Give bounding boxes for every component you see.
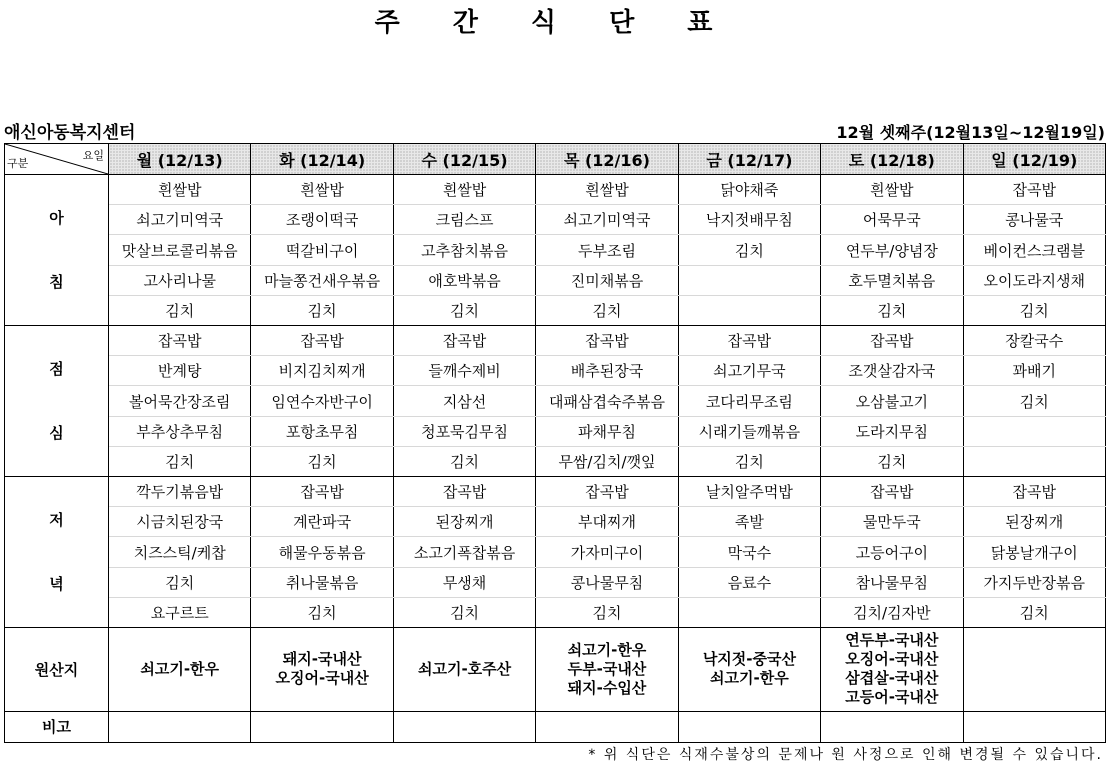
menu-item: 콩나물무침 bbox=[536, 567, 678, 597]
menu-item: 김치 bbox=[536, 295, 678, 325]
menu-item: 도라지무침 bbox=[821, 416, 963, 446]
menu-item: 요구르트 bbox=[109, 597, 251, 627]
menu-row bbox=[5, 356, 1106, 386]
day-header: 금 (12/17) bbox=[678, 144, 820, 175]
menu-item: 잡곡밥 bbox=[393, 477, 535, 507]
menu-row bbox=[5, 416, 1106, 446]
meal-label-top: 아 bbox=[49, 209, 64, 227]
menu-item: 족발 bbox=[678, 507, 820, 537]
menu-item: 잡곡밥 bbox=[821, 477, 963, 507]
menu-item: 고사리나물 bbox=[109, 265, 251, 295]
origin-cell bbox=[251, 628, 393, 712]
menu-item: 해물우동볶음 bbox=[251, 537, 393, 567]
menu-row bbox=[5, 175, 1106, 205]
menu-item: 날치알주먹밥 bbox=[678, 477, 820, 507]
meal-label-bottom: 심 bbox=[49, 424, 64, 443]
menu-item: 취나물볶음 bbox=[251, 567, 393, 597]
menu-item: 들깨수제비 bbox=[393, 356, 535, 386]
menu-item: 무생채 bbox=[393, 567, 535, 597]
menu-item: 잡곡밥 bbox=[393, 326, 535, 356]
menu-row bbox=[5, 326, 1106, 356]
note-cell bbox=[251, 711, 393, 742]
menu-item: 가지두반장볶음 bbox=[963, 567, 1105, 597]
menu-item: 깍두기볶음밥 bbox=[109, 477, 251, 507]
meal-label-bottom: 녁 bbox=[49, 575, 64, 594]
origin-line: 쇠고기-한우 bbox=[567, 640, 647, 659]
menu-item: 진미채볶음 bbox=[536, 265, 678, 295]
menu-item: 무쌈/김치/깻잎 bbox=[536, 446, 678, 476]
menu-item: 김치 bbox=[251, 597, 393, 627]
menu-item: 대패삼겹숙주볶음 bbox=[536, 386, 678, 416]
corner-label-category: 구분 bbox=[7, 157, 29, 170]
menu-item: 막국수 bbox=[678, 537, 820, 567]
origin-label: 원산지 bbox=[5, 628, 109, 712]
menu-item: 반계탕 bbox=[109, 356, 251, 386]
menu-item: 애호박볶음 bbox=[393, 265, 535, 295]
origin-cell bbox=[963, 628, 1105, 712]
origin-line: 돼지-국내산 bbox=[282, 650, 362, 669]
menu-row bbox=[5, 597, 1106, 627]
menu-item: 꽈배기 bbox=[963, 356, 1105, 386]
menu-item: 쇠고기미역국 bbox=[109, 205, 251, 235]
menu-row bbox=[5, 567, 1106, 597]
day-header: 일 (12/19) bbox=[963, 144, 1105, 175]
menu-row bbox=[5, 295, 1106, 325]
menu-item: 임연수자반구이 bbox=[251, 386, 393, 416]
menu-item: 김치 bbox=[821, 446, 963, 476]
organization-name: 애신아동복지센터 bbox=[4, 123, 136, 143]
menu-item: 치즈스틱/케찹 bbox=[109, 537, 251, 567]
meal-label bbox=[5, 175, 109, 326]
menu-item: 김치 bbox=[963, 597, 1105, 627]
note-cell bbox=[109, 711, 251, 742]
menu-item: 쇠고기미역국 bbox=[536, 205, 678, 235]
menu-row bbox=[5, 537, 1106, 567]
corner-cell bbox=[5, 144, 109, 175]
menu-item: 흰쌀밥 bbox=[251, 175, 393, 205]
menu-item: 연두부/양념장 bbox=[821, 235, 963, 265]
menu-item: 흰쌀밥 bbox=[109, 175, 251, 205]
menu-row bbox=[5, 265, 1106, 295]
page-title: 주 간 식 단 표 bbox=[374, 8, 735, 38]
week-range: 12월 셋째주(12월13일~12월19일) bbox=[836, 123, 1105, 142]
origin-cell bbox=[536, 628, 678, 712]
menu-item: 배추된장국 bbox=[536, 356, 678, 386]
origin-cell bbox=[109, 628, 251, 712]
weekly-menu-table bbox=[4, 143, 1106, 743]
menu-item: 가자미구이 bbox=[536, 537, 678, 567]
menu-item: 마늘쫑건새우볶음 bbox=[251, 265, 393, 295]
menu-item: 쇠고기무국 bbox=[678, 356, 820, 386]
menu-item: 잡곡밥 bbox=[109, 326, 251, 356]
origin-line: 삼겹살-국내산 bbox=[845, 669, 939, 688]
origin-line: 고등어-국내산 bbox=[845, 688, 939, 707]
note-cell bbox=[821, 711, 963, 742]
menu-item: 흰쌀밥 bbox=[536, 175, 678, 205]
note-row bbox=[5, 711, 1106, 742]
menu-item bbox=[678, 295, 820, 325]
menu-item: 잡곡밥 bbox=[821, 326, 963, 356]
menu-item: 비지김치찌개 bbox=[251, 356, 393, 386]
menu-item: 부대찌개 bbox=[536, 507, 678, 537]
menu-item: 잡곡밥 bbox=[251, 477, 393, 507]
menu-item: 두부조림 bbox=[536, 235, 678, 265]
menu-item: 조랭이떡국 bbox=[251, 205, 393, 235]
menu-item: 김치 bbox=[251, 446, 393, 476]
footnote: * 위 식단은 식재수불상의 문제나 원 사정으로 인해 변경될 수 있습니다. bbox=[588, 747, 1103, 763]
menu-row bbox=[5, 205, 1106, 235]
menu-item: 김치 bbox=[963, 295, 1105, 325]
origin-line: 오징어-국내산 bbox=[275, 669, 369, 688]
menu-item: 소고기폭찹볶음 bbox=[393, 537, 535, 567]
menu-item: 김치 bbox=[963, 386, 1105, 416]
origin-cell bbox=[393, 628, 535, 712]
menu-item: 닭봉날개구이 bbox=[963, 537, 1105, 567]
menu-item: 조갯살감자국 bbox=[821, 356, 963, 386]
menu-item: 닭야채죽 bbox=[678, 175, 820, 205]
menu-item: 코다리무조림 bbox=[678, 386, 820, 416]
meal-label-top: 점 bbox=[49, 360, 64, 379]
day-header: 수 (12/15) bbox=[393, 144, 535, 175]
day-header-row bbox=[5, 144, 1106, 175]
menu-item: 청포묵김무침 bbox=[393, 416, 535, 446]
menu-item: 떡갈비구이 bbox=[251, 235, 393, 265]
menu-item: 베이컨스크램블 bbox=[963, 235, 1105, 265]
menu-item bbox=[963, 416, 1105, 446]
day-header: 토 (12/18) bbox=[821, 144, 963, 175]
menu-item: 잡곡밥 bbox=[536, 477, 678, 507]
menu-item: 오이도라지생채 bbox=[963, 265, 1105, 295]
origin-line: 오징어-국내산 bbox=[845, 650, 939, 669]
note-cell bbox=[963, 711, 1105, 742]
origin-line: 두부-국내산 bbox=[567, 659, 647, 678]
origin-line: 낙지젓-중국산 bbox=[702, 650, 796, 669]
menu-item: 고추참치볶음 bbox=[393, 235, 535, 265]
origin-line: 돼지-수입산 bbox=[567, 678, 647, 697]
note-cell bbox=[536, 711, 678, 742]
menu-item: 크림스프 bbox=[393, 205, 535, 235]
menu-item: 김치 bbox=[536, 597, 678, 627]
menu-item bbox=[678, 265, 820, 295]
day-header: 월 (12/13) bbox=[109, 144, 251, 175]
menu-item: 음료수 bbox=[678, 567, 820, 597]
meal-label bbox=[5, 326, 109, 477]
menu-item: 김치 bbox=[393, 446, 535, 476]
note-label: 비고 bbox=[5, 711, 109, 742]
menu-item bbox=[678, 597, 820, 627]
menu-row bbox=[5, 507, 1106, 537]
meal-label bbox=[5, 477, 109, 628]
meal-label-bottom: 침 bbox=[49, 273, 64, 291]
origin-line: 쇠고기-한우 bbox=[140, 659, 220, 678]
menu-item: 김치 bbox=[109, 446, 251, 476]
menu-item: 고등어구이 bbox=[821, 537, 963, 567]
origin-line: 쇠고기-호주산 bbox=[417, 659, 512, 678]
menu-row bbox=[5, 235, 1106, 265]
note-cell bbox=[678, 711, 820, 742]
menu-item: 오삼불고기 bbox=[821, 386, 963, 416]
menu-item: 김치 bbox=[251, 295, 393, 325]
menu-item: 계란파국 bbox=[251, 507, 393, 537]
note-cell bbox=[393, 711, 535, 742]
menu-item: 잡곡밥 bbox=[678, 326, 820, 356]
menu-item: 어묵무국 bbox=[821, 205, 963, 235]
menu-item: 김치 bbox=[109, 567, 251, 597]
day-header: 목 (12/16) bbox=[536, 144, 678, 175]
menu-item: 장칼국수 bbox=[963, 326, 1105, 356]
menu-item: 된장찌개 bbox=[393, 507, 535, 537]
menu-item: 포항초무침 bbox=[251, 416, 393, 446]
menu-row bbox=[5, 386, 1106, 416]
menu-item: 지삼선 bbox=[393, 386, 535, 416]
menu-item: 김치 bbox=[393, 295, 535, 325]
menu-item: 된장찌개 bbox=[963, 507, 1105, 537]
meal-label-top: 저 bbox=[49, 511, 64, 530]
menu-item: 흰쌀밥 bbox=[393, 175, 535, 205]
menu-item: 파채무침 bbox=[536, 416, 678, 446]
menu-item: 낙지젓배무침 bbox=[678, 205, 820, 235]
menu-item: 김치 bbox=[678, 446, 820, 476]
menu-item: 잡곡밥 bbox=[963, 477, 1105, 507]
origin-row bbox=[5, 628, 1106, 712]
menu-item: 잡곡밥 bbox=[251, 326, 393, 356]
menu-item: 잡곡밥 bbox=[536, 326, 678, 356]
menu-item: 호두멸치볶음 bbox=[821, 265, 963, 295]
menu-item: 김치 bbox=[678, 235, 820, 265]
menu-item: 콩나물국 bbox=[963, 205, 1105, 235]
menu-item: 김치/김자반 bbox=[821, 597, 963, 627]
menu-body bbox=[5, 175, 1106, 743]
menu-item: 참나물무침 bbox=[821, 567, 963, 597]
menu-item: 김치 bbox=[109, 295, 251, 325]
menu-row bbox=[5, 477, 1106, 507]
menu-item: 흰쌀밥 bbox=[821, 175, 963, 205]
menu-item: 물만두국 bbox=[821, 507, 963, 537]
menu-item: 시금치된장국 bbox=[109, 507, 251, 537]
origin-line: 쇠고기-한우 bbox=[710, 669, 789, 688]
menu-item: 시래기들깨볶음 bbox=[678, 416, 820, 446]
origin-cell bbox=[821, 628, 963, 712]
menu-row bbox=[5, 446, 1106, 476]
menu-item: 잡곡밥 bbox=[963, 175, 1105, 205]
menu-item: 부추상추무침 bbox=[109, 416, 251, 446]
origin-line: 연두부-국내산 bbox=[845, 631, 939, 650]
menu-item: 김치 bbox=[821, 295, 963, 325]
origin-cell bbox=[678, 628, 820, 712]
menu-item bbox=[963, 446, 1105, 476]
menu-item: 김치 bbox=[393, 597, 535, 627]
day-header: 화 (12/14) bbox=[251, 144, 393, 175]
menu-item: 볼어묵간장조림 bbox=[109, 386, 251, 416]
menu-item: 맛살브로콜리볶음 bbox=[109, 235, 251, 265]
corner-label-day: 요일 bbox=[82, 149, 104, 162]
